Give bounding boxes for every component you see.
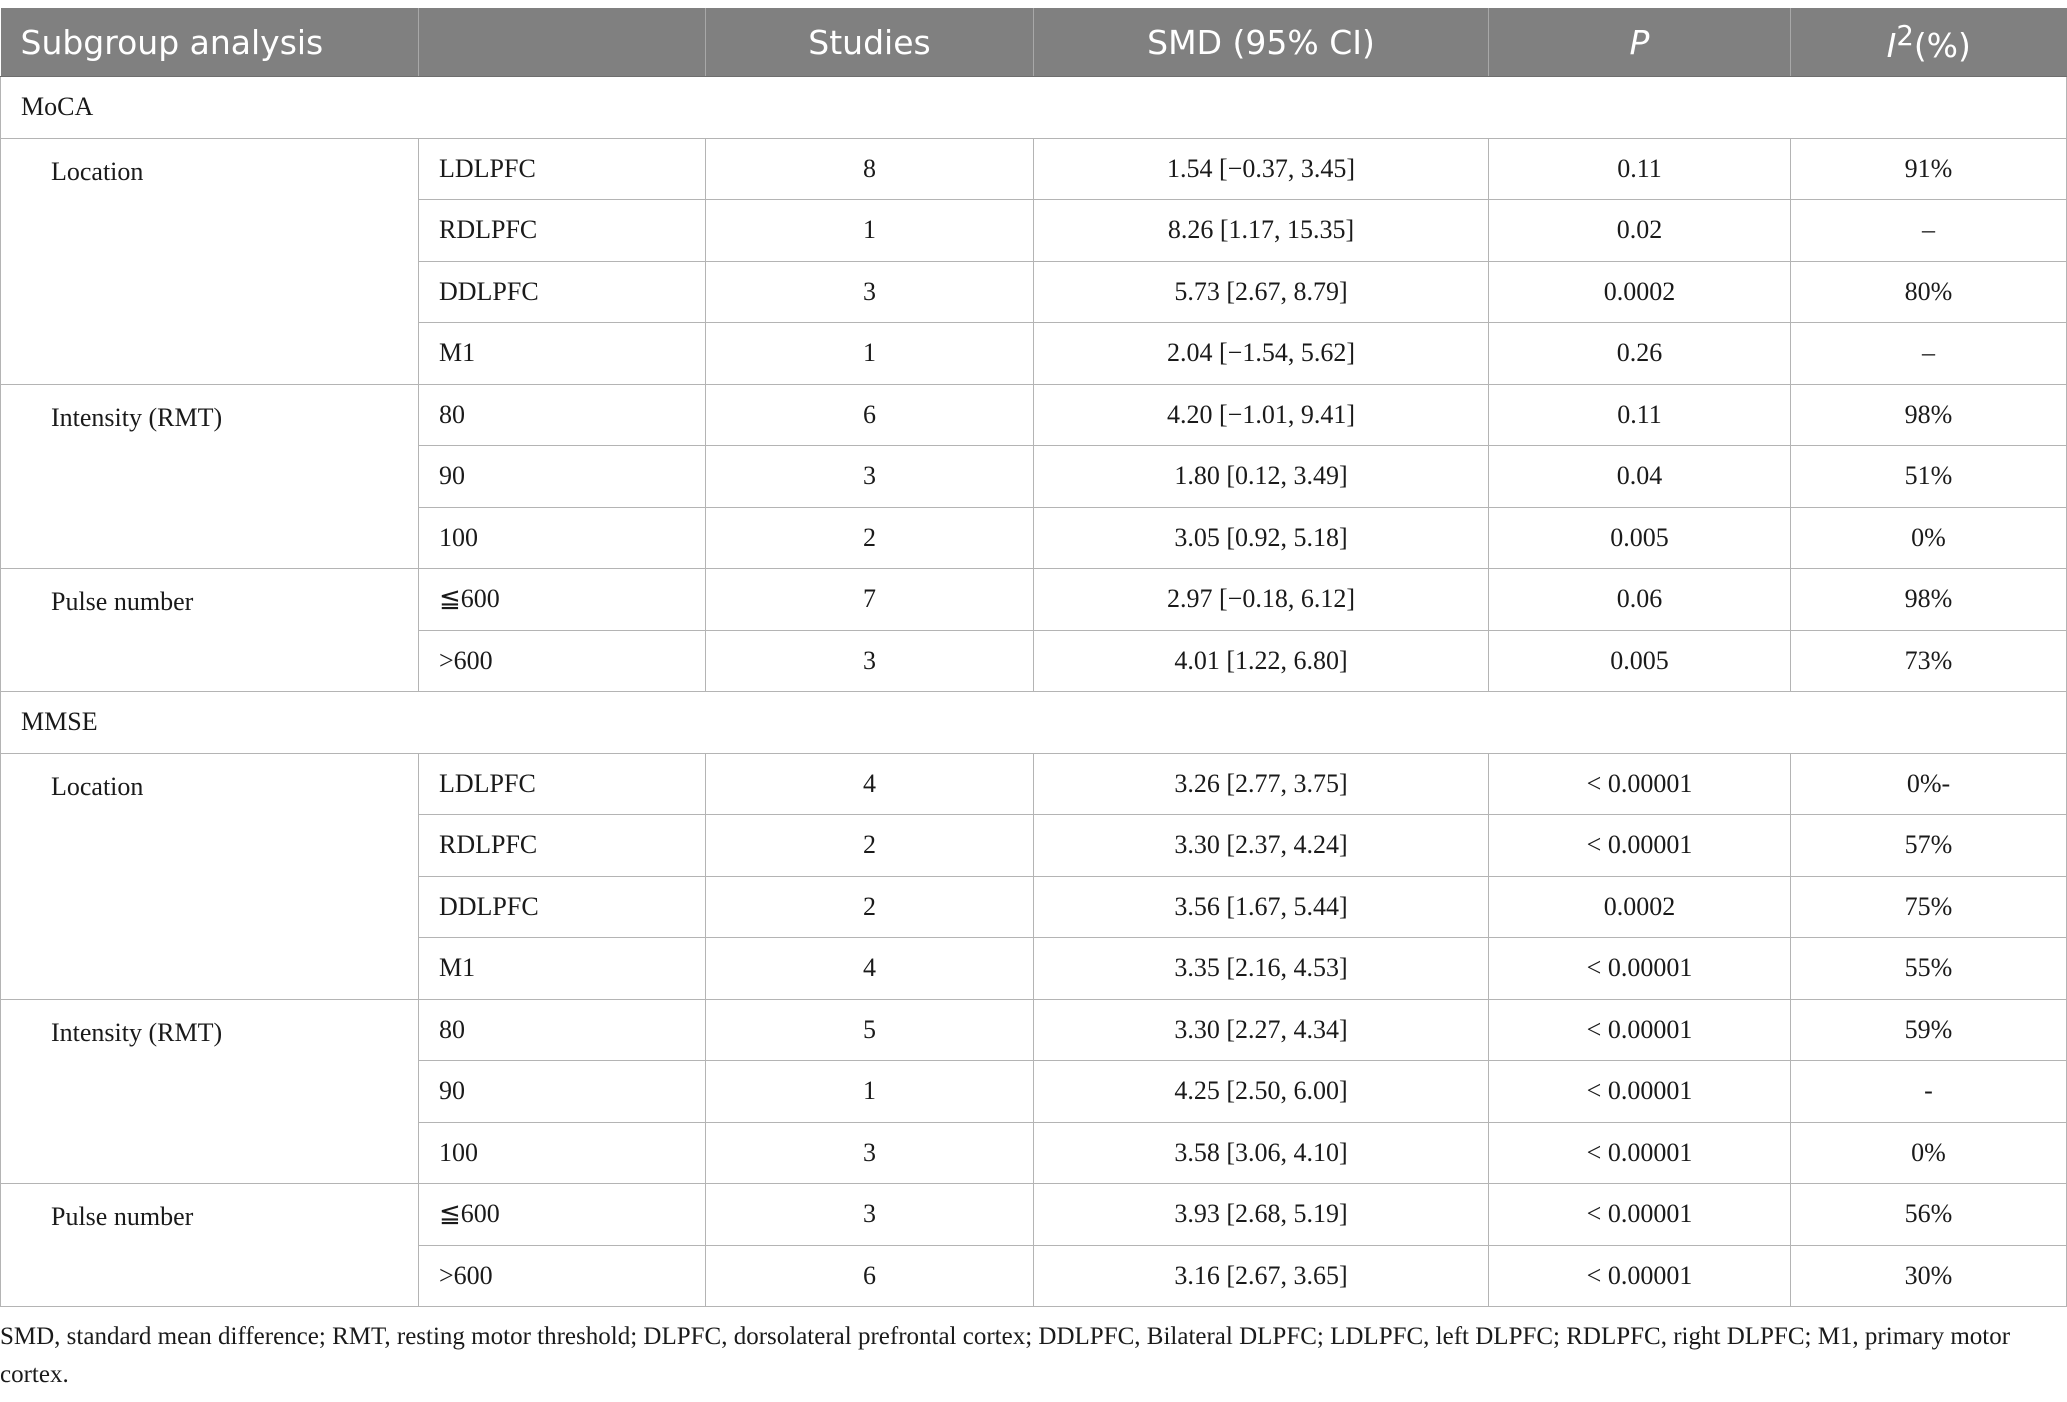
- i2-cell: 0%: [1791, 1122, 2067, 1184]
- i2-cell: 0%-: [1791, 753, 2067, 815]
- level-cell: RDLPFC: [419, 815, 706, 877]
- i2-cell: –: [1791, 323, 2067, 385]
- smd-cell: 1.80 [0.12, 3.49]: [1034, 446, 1489, 508]
- studies-cell: 3: [706, 1184, 1034, 1246]
- p-value-cell: 0.04: [1489, 446, 1791, 508]
- studies-cell: 1: [706, 1061, 1034, 1123]
- p-value-cell: < 0.00001: [1489, 815, 1791, 877]
- p-value-cell: < 0.00001: [1489, 999, 1791, 1061]
- smd-cell: 4.01 [1.22, 6.80]: [1034, 630, 1489, 692]
- header-p-value: [1489, 8, 1791, 77]
- table-row: [1, 753, 2067, 815]
- p-value-cell: < 0.00001: [1489, 938, 1791, 1000]
- p-value-cell: 0.005: [1489, 507, 1791, 569]
- p-value-cell: 0.02: [1489, 200, 1791, 262]
- studies-cell: 6: [706, 1245, 1034, 1307]
- smd-cell: 3.35 [2.16, 4.53]: [1034, 938, 1489, 1000]
- i2-cell: 51%: [1791, 446, 2067, 508]
- i2-cell: 75%: [1791, 876, 2067, 938]
- section-label: MMSE: [1, 692, 2067, 754]
- studies-cell: 8: [706, 138, 1034, 200]
- group-label: Pulse number: [1, 569, 419, 692]
- smd-cell: 2.04 [−1.54, 5.62]: [1034, 323, 1489, 385]
- level-cell: M1: [419, 938, 706, 1000]
- header-p-label: P: [1629, 22, 1650, 62]
- group-label: Location: [1, 138, 419, 384]
- studies-cell: 4: [706, 753, 1034, 815]
- level-cell: >600: [419, 630, 706, 692]
- level-cell: LDLPFC: [419, 138, 706, 200]
- studies-cell: 4: [706, 938, 1034, 1000]
- studies-cell: 3: [706, 630, 1034, 692]
- smd-cell: 4.25 [2.50, 6.00]: [1034, 1061, 1489, 1123]
- i2-cell: -: [1791, 1061, 2067, 1123]
- section-row: [1, 692, 2067, 754]
- section-label: MoCA: [1, 77, 2067, 139]
- p-value-cell: 0.06: [1489, 569, 1791, 631]
- level-cell: 80: [419, 384, 706, 446]
- studies-cell: 1: [706, 200, 1034, 262]
- smd-cell: 1.54 [−0.37, 3.45]: [1034, 138, 1489, 200]
- table-row: [1, 999, 2067, 1061]
- smd-cell: 3.30 [2.37, 4.24]: [1034, 815, 1489, 877]
- level-cell: RDLPFC: [419, 200, 706, 262]
- level-cell: DDLPFC: [419, 876, 706, 938]
- studies-cell: 1: [706, 323, 1034, 385]
- smd-cell: 3.56 [1.67, 5.44]: [1034, 876, 1489, 938]
- p-value-cell: < 0.00001: [1489, 1245, 1791, 1307]
- header-smd: SMD (95% CI): [1034, 8, 1489, 77]
- header-i2-letter: I: [1886, 25, 1897, 65]
- p-value-cell: 0.11: [1489, 138, 1791, 200]
- group-label: Pulse number: [1, 1184, 419, 1307]
- studies-cell: 3: [706, 261, 1034, 323]
- i2-cell: 98%: [1791, 569, 2067, 631]
- smd-cell: 4.20 [−1.01, 9.41]: [1034, 384, 1489, 446]
- p-value-cell: < 0.00001: [1489, 753, 1791, 815]
- studies-cell: 2: [706, 507, 1034, 569]
- i2-cell: 55%: [1791, 938, 2067, 1000]
- table-header: [1, 8, 2067, 77]
- level-cell: 90: [419, 1061, 706, 1123]
- header-subgroup-analysis: Subgroup analysis: [1, 8, 419, 77]
- smd-cell: 3.05 [0.92, 5.18]: [1034, 507, 1489, 569]
- i2-cell: 98%: [1791, 384, 2067, 446]
- smd-cell: 3.16 [2.67, 3.65]: [1034, 1245, 1489, 1307]
- header-row: [1, 8, 2067, 77]
- level-cell: DDLPFC: [419, 261, 706, 323]
- header-i2: [1791, 8, 2067, 77]
- p-value-cell: 0.11: [1489, 384, 1791, 446]
- header-i2-superscript: 2: [1896, 19, 1914, 52]
- section-row: [1, 77, 2067, 139]
- studies-cell: 6: [706, 384, 1034, 446]
- level-cell: ≦600: [419, 1184, 706, 1246]
- level-cell: 80: [419, 999, 706, 1061]
- table-body: [1, 77, 2067, 1307]
- p-value-cell: 0.005: [1489, 630, 1791, 692]
- studies-cell: 7: [706, 569, 1034, 631]
- i2-cell: –: [1791, 200, 2067, 262]
- group-label: Intensity (RMT): [1, 999, 419, 1184]
- p-value-cell: 0.26: [1489, 323, 1791, 385]
- p-value-cell: 0.0002: [1489, 261, 1791, 323]
- level-cell: 100: [419, 507, 706, 569]
- level-cell: ≦600: [419, 569, 706, 631]
- smd-cell: 3.58 [3.06, 4.10]: [1034, 1122, 1489, 1184]
- p-value-cell: < 0.00001: [1489, 1061, 1791, 1123]
- p-value-cell: 0.0002: [1489, 876, 1791, 938]
- level-cell: 100: [419, 1122, 706, 1184]
- studies-cell: 3: [706, 446, 1034, 508]
- i2-cell: 80%: [1791, 261, 2067, 323]
- header-i2-unit: (%): [1913, 25, 1971, 65]
- studies-cell: 2: [706, 815, 1034, 877]
- smd-cell: 3.30 [2.27, 4.34]: [1034, 999, 1489, 1061]
- i2-cell: 59%: [1791, 999, 2067, 1061]
- smd-cell: 2.97 [−0.18, 6.12]: [1034, 569, 1489, 631]
- table-row: [1, 384, 2067, 446]
- i2-cell: 57%: [1791, 815, 2067, 877]
- studies-cell: 5: [706, 999, 1034, 1061]
- p-value-cell: < 0.00001: [1489, 1122, 1791, 1184]
- i2-cell: 30%: [1791, 1245, 2067, 1307]
- group-label: Intensity (RMT): [1, 384, 419, 569]
- i2-cell: 56%: [1791, 1184, 2067, 1246]
- header-studies: Studies: [706, 8, 1034, 77]
- level-cell: >600: [419, 1245, 706, 1307]
- level-cell: 90: [419, 446, 706, 508]
- table-row: [1, 1184, 2067, 1246]
- level-cell: M1: [419, 323, 706, 385]
- smd-cell: 8.26 [1.17, 15.35]: [1034, 200, 1489, 262]
- i2-cell: 73%: [1791, 630, 2067, 692]
- smd-cell: 3.93 [2.68, 5.19]: [1034, 1184, 1489, 1246]
- subgroup-analysis-table-container: [0, 8, 2066, 1307]
- studies-cell: 3: [706, 1122, 1034, 1184]
- table-footnote: SMD, standard mean difference; RMT, resting motor threshold; DLPFC, dorsolateral prefrontal cortex; DDLPFC, Bilateral DLPFC; LDLPFC, left DLPFC; RDLPFC, right DLPFC; M1, primary motor cortex.: [0, 1323, 2011, 1388]
- table-row: [1, 138, 2067, 200]
- subgroup-analysis-table: [0, 8, 2067, 1307]
- i2-cell: 0%: [1791, 507, 2067, 569]
- table-row: [1, 569, 2067, 631]
- group-label: Location: [1, 753, 419, 999]
- studies-cell: 2: [706, 876, 1034, 938]
- smd-cell: 3.26 [2.77, 3.75]: [1034, 753, 1489, 815]
- p-value-cell: < 0.00001: [1489, 1184, 1791, 1246]
- header-level: [419, 8, 706, 77]
- level-cell: LDLPFC: [419, 753, 706, 815]
- smd-cell: 5.73 [2.67, 8.79]: [1034, 261, 1489, 323]
- i2-cell: 91%: [1791, 138, 2067, 200]
